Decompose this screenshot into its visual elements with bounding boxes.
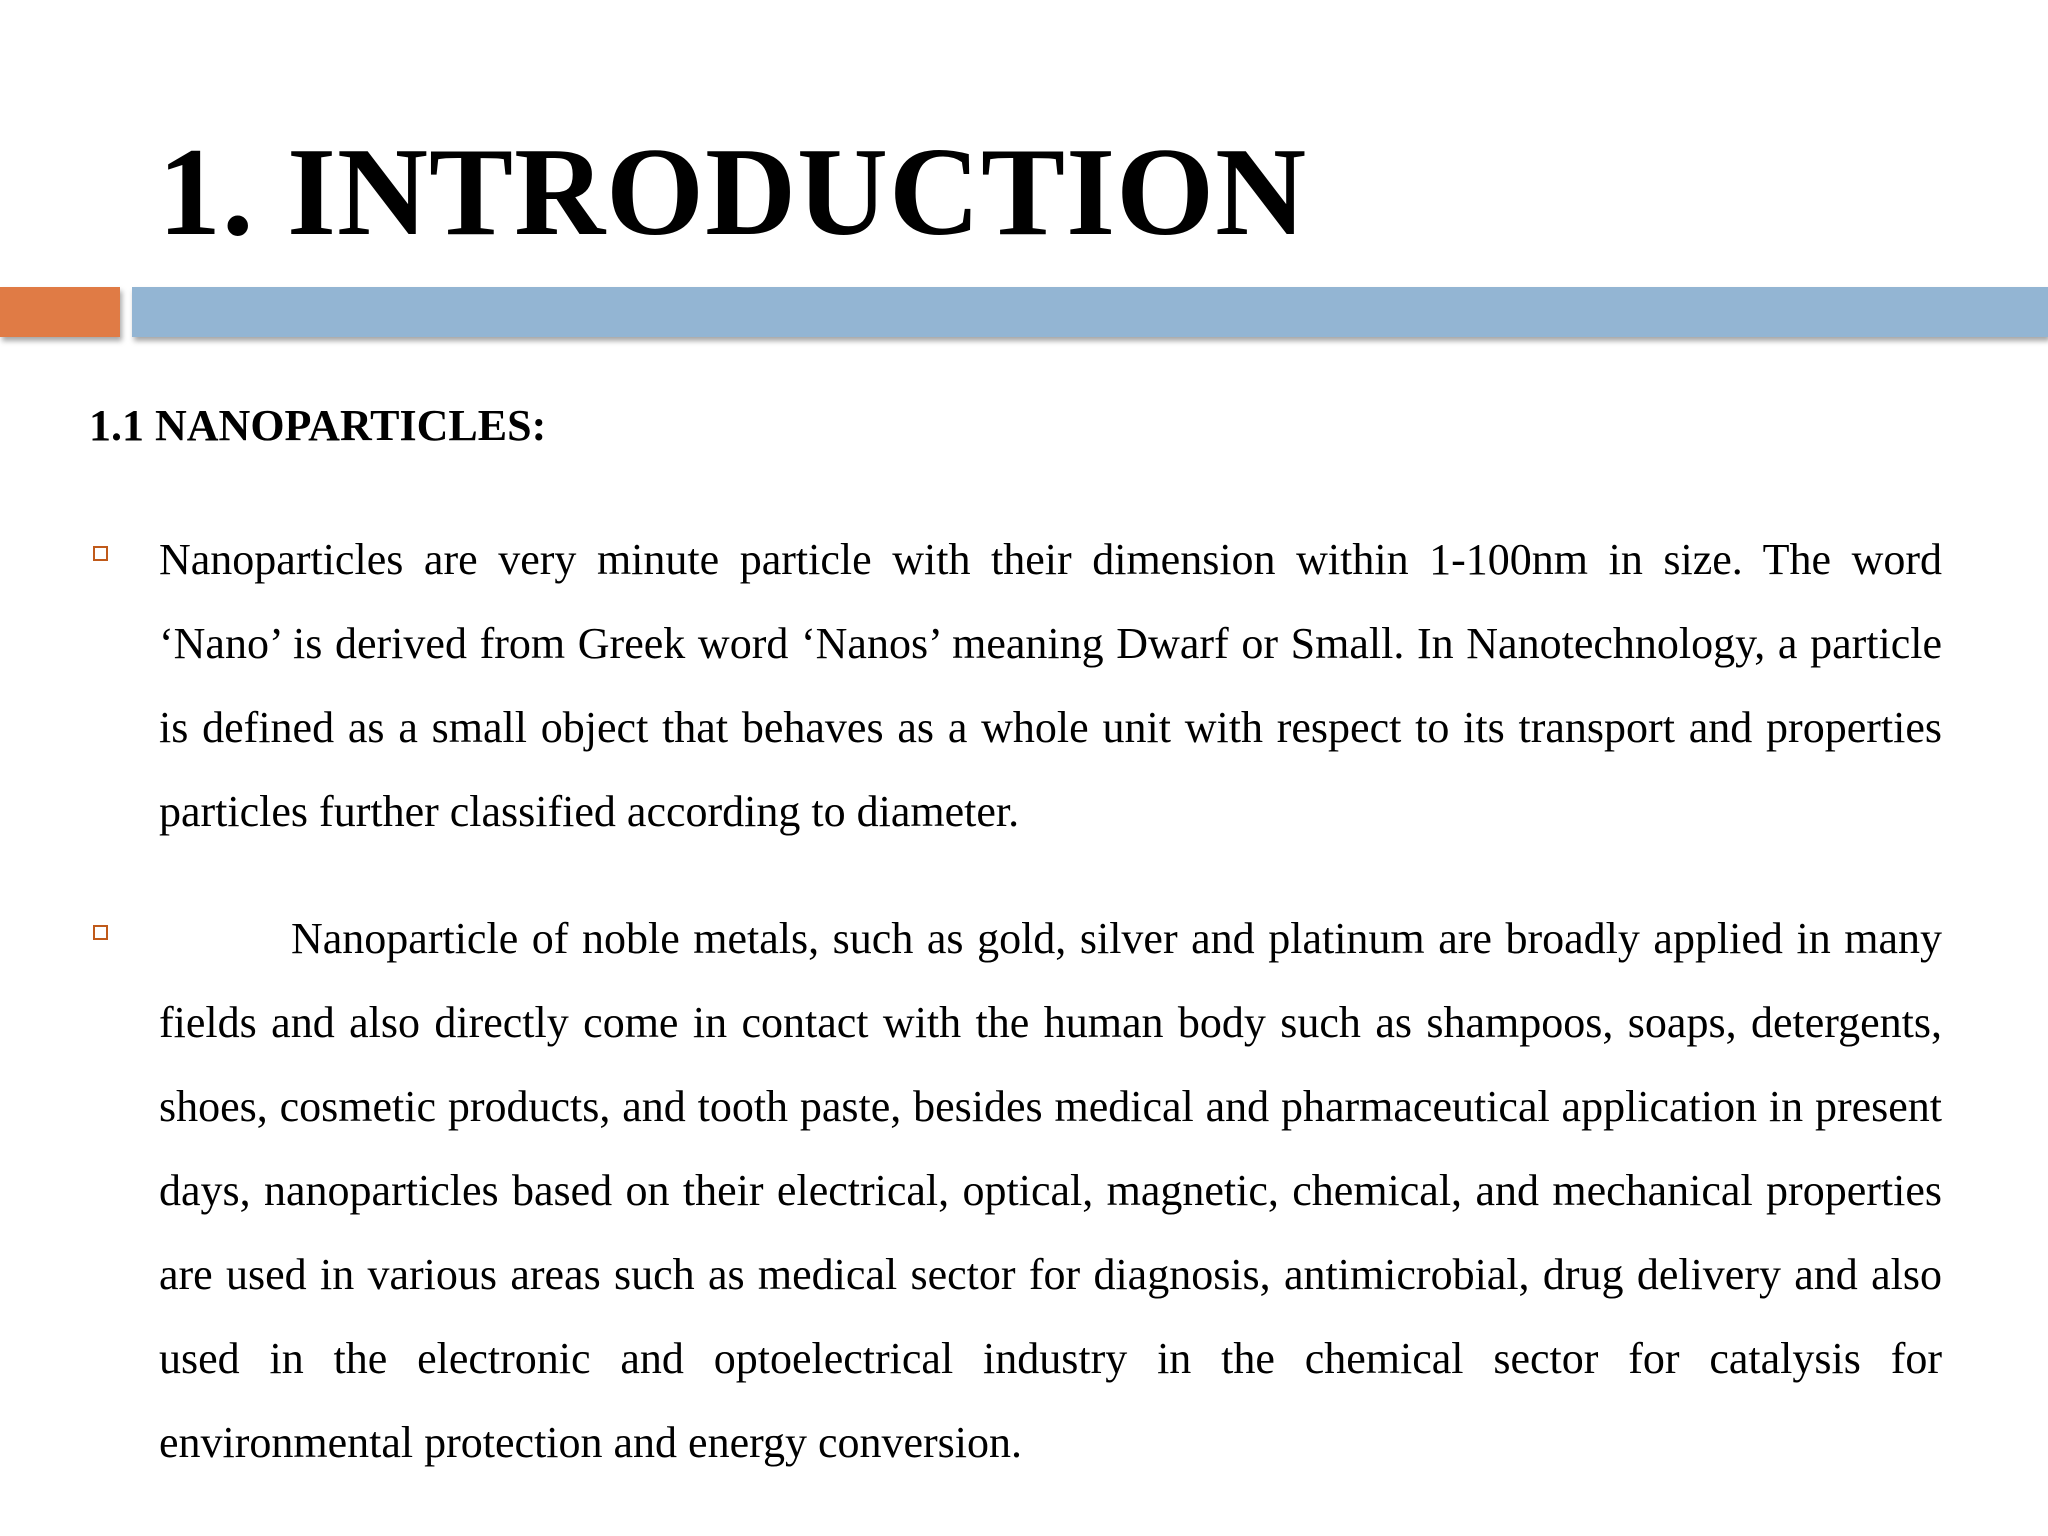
- slide-title: 1. INTRODUCTION: [158, 123, 1308, 262]
- hollow-square-bullet-icon: [93, 546, 108, 561]
- bullet-text-1: Nanoparticles are very minute particle with their dimension within 1-100nm in size. The word ‘Nano’ is derived from Greek word ‘Nanos’ meaning Dwarf or Small. In Nanotechnology, a particle is defined as a small object that behaves as a whole unit with respect to its transport and properties particles further classified according to diameter.: [159, 535, 1942, 836]
- bullet-text-2: Nanoparticle of noble metals, such as gold, silver and platinum are broadly applied in many fields and also directly come in contact with the human body such as shampoos, soaps, detergents, shoes, cosmetic products, and tooth paste, besides medical and pharmaceutical application in present days, nanoparticles based on their electrical, optical, magnetic, chemical, and mechanical properties are used in various areas such as medical sector for diagnosis, antimicrobial, drug delivery and also used in the electronic and optoelectrical industry in the chemical sector for catalysis for environmental protection and energy conversion.: [159, 914, 1942, 1467]
- title-divider-bar: [132, 287, 2048, 337]
- hollow-square-bullet-icon: [93, 925, 108, 940]
- bullet-paragraph-1: [159, 518, 1942, 854]
- section-heading: 1.1 NANOPARTICLES:: [89, 401, 547, 450]
- title-accent-bar: [0, 287, 120, 337]
- bullet-paragraph-2: [159, 897, 1942, 1485]
